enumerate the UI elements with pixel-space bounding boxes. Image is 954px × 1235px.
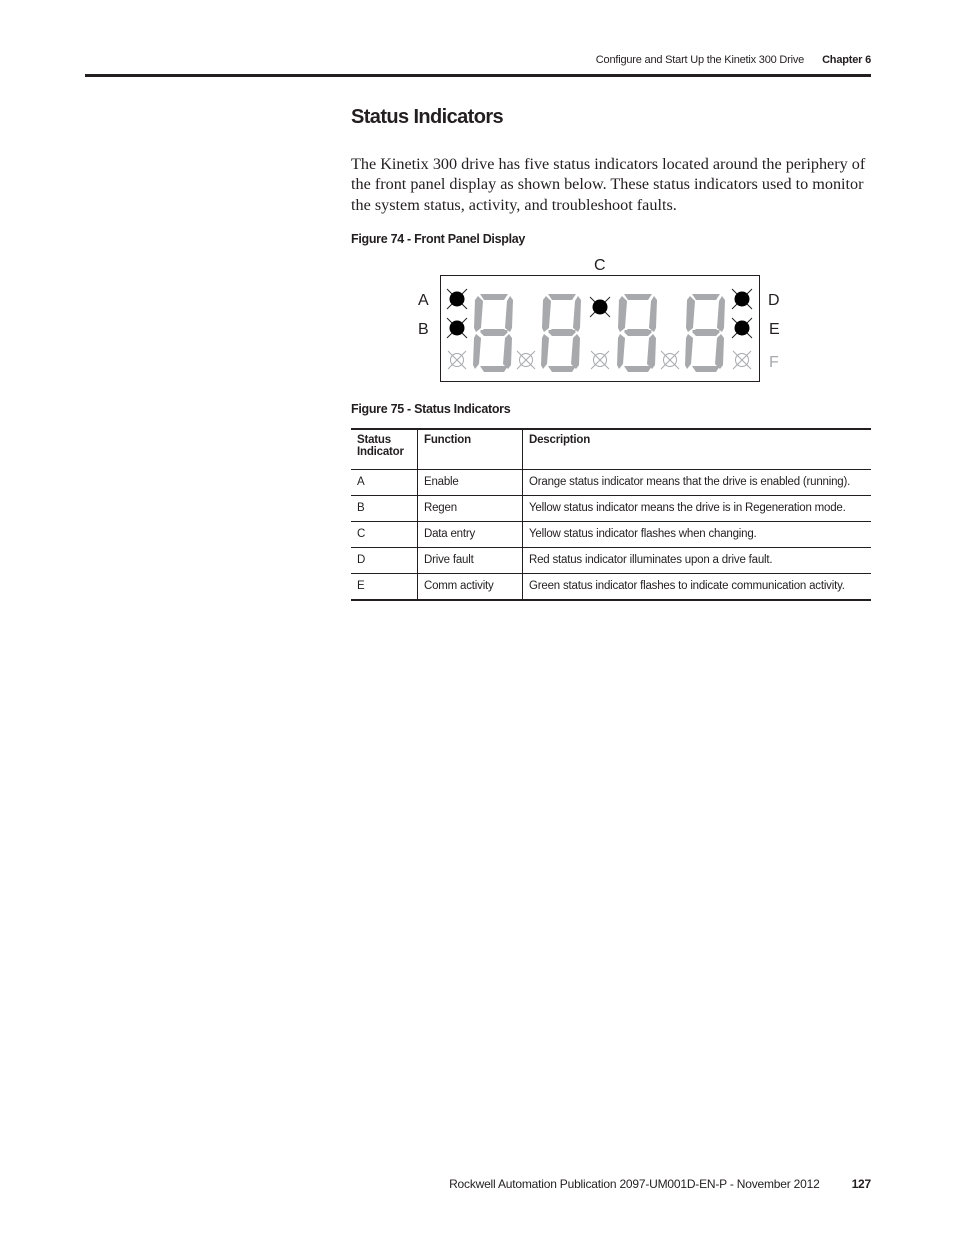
front-panel-display <box>400 250 780 390</box>
label-c: C <box>594 257 606 274</box>
figure-74-caption: Figure 74 - Front Panel Display <box>351 232 526 246</box>
table-header-row <box>351 429 871 469</box>
decimal-point-led-1 <box>448 351 466 369</box>
table-row <box>351 469 871 495</box>
figure-75-caption: Figure 75 - Status Indicators <box>351 402 511 416</box>
indicator-cell: B <box>351 495 418 521</box>
status-led-f <box>733 351 751 369</box>
header-rule <box>85 74 871 77</box>
label-d: D <box>768 292 780 309</box>
function-cell: Comm activity <box>418 573 523 600</box>
header-chapter: Chapter 6 <box>822 54 871 66</box>
description-cell: Yellow status indicator flashes when changing. <box>523 521 872 547</box>
display-frame <box>441 276 760 382</box>
decimal-point-led-3 <box>591 351 609 369</box>
label-f: F <box>769 354 779 371</box>
footer-publication: Rockwell Automation Publication 2097-UM001D-EN-P - November 2012 <box>449 1177 820 1191</box>
status-led-e <box>732 318 752 338</box>
function-cell: Drive fault <box>418 547 523 573</box>
description-cell: Red status indicator illuminates upon a drive fault. <box>523 547 872 573</box>
description-cell: Orange status indicator means that the drive is enabled (running). <box>523 469 872 495</box>
table-row <box>351 495 871 521</box>
intro-paragraph: The Kinetix 300 drive has five status indicators located around the periphery of the front panel display as shown below. These status indicators used to monitor the system status, activity, and troubleshoot faults. <box>351 155 866 214</box>
column-header-description: Description <box>529 434 591 446</box>
indicator-cell: A <box>351 469 418 495</box>
decimal-point-led-4 <box>661 351 679 369</box>
status-led-b <box>447 318 467 338</box>
status-indicator-table <box>351 428 871 601</box>
status-led-c <box>590 297 610 317</box>
column-header-status-indicator: Status Indicator <box>351 429 418 469</box>
function-cell: Enable <box>418 469 523 495</box>
label-b: B <box>418 321 429 338</box>
table-row <box>351 573 871 600</box>
label-e: E <box>769 321 780 338</box>
indicator-cell: D <box>351 547 418 573</box>
table-row <box>351 547 871 573</box>
function-cell: Data entry <box>418 521 523 547</box>
page-footer <box>0 1177 871 1191</box>
indicator-cell: E <box>351 573 418 600</box>
function-cell: Regen <box>418 495 523 521</box>
running-header <box>0 54 871 66</box>
status-led-d <box>732 289 752 309</box>
column-header-function: Function <box>418 429 523 469</box>
description-cell: Green status indicator flashes to indicate communication activity. <box>523 573 872 600</box>
page-number: 127 <box>851 1177 871 1191</box>
decimal-point-led-2 <box>517 351 535 369</box>
label-a: A <box>418 292 429 309</box>
status-led-a <box>447 289 467 309</box>
header-section-title: Configure and Start Up the Kinetix 300 Drive <box>595 54 805 66</box>
table-row <box>351 521 871 547</box>
description-cell: Yellow status indicator means the drive is in Regeneration mode. <box>523 495 872 521</box>
indicator-cell: C <box>351 521 418 547</box>
section-title: Status Indicators <box>351 106 504 128</box>
